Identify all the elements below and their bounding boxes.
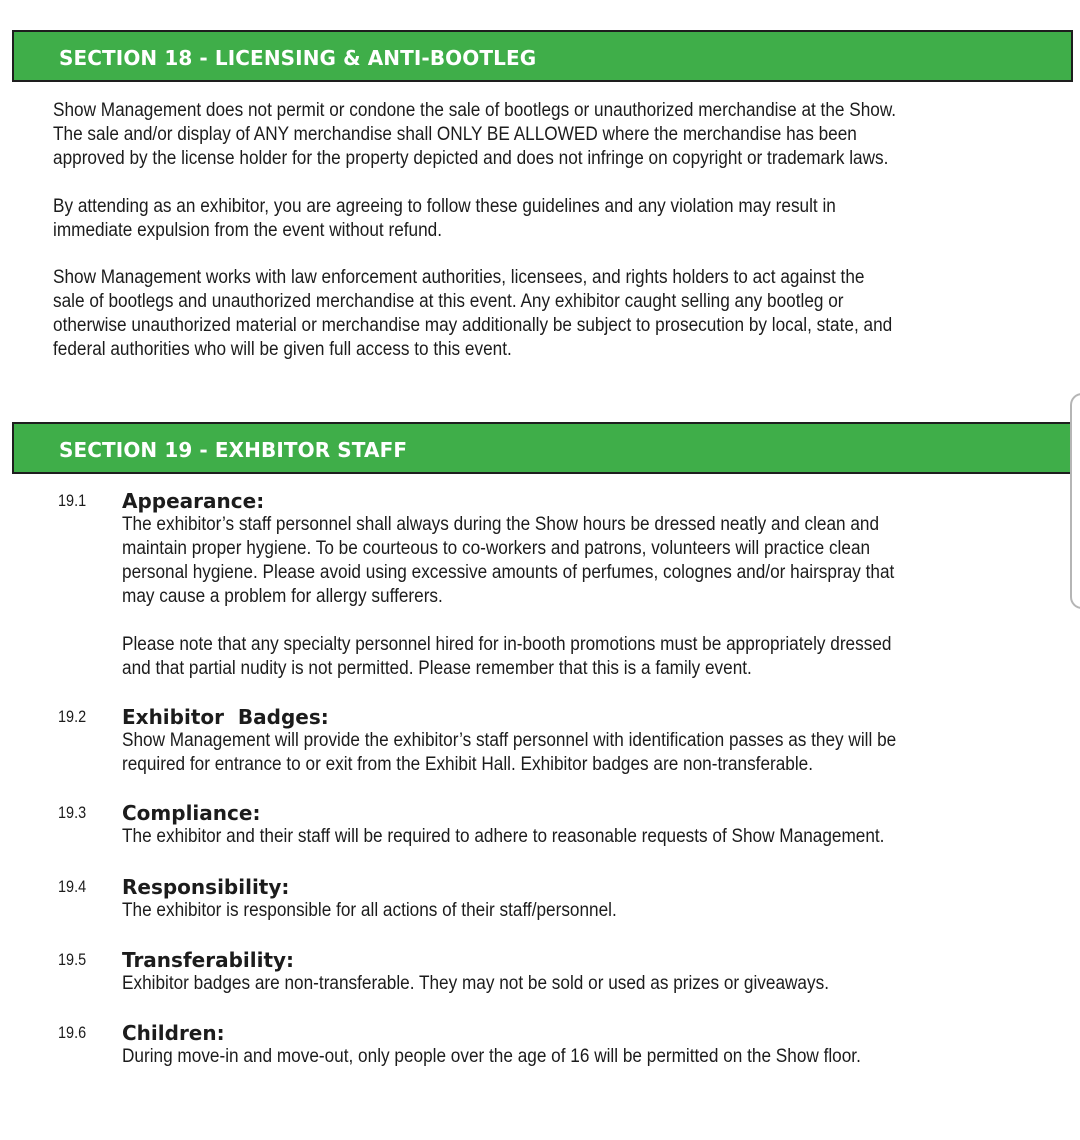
item-body: Show Management will provide the exhibitor’s staff personnel with identification passes as they will be required for entrance to or exit from the Exhibit Hall. Exhibitor badges are non-transferable. (122, 730, 897, 775)
item-number: 19.5 (58, 950, 87, 969)
item-title: Compliance: (122, 801, 261, 825)
item-body: The exhibitor and their staff will be required to adhere to reasonable requests of Show Management. (122, 826, 885, 847)
scrollbar-edge[interactable] (1070, 393, 1080, 609)
item-number: 19.4 (58, 877, 87, 896)
item-title: Appearance: (122, 489, 265, 513)
section-18-paragraph-3: Show Management works with law enforcement authorities, licensees, and rights holders to act against the sale of bootlegs and unauthorized merchandise at this event. Any exhibitor caught selling any bootleg or otherwise unauthorized material or merchandise may additionally be subject to prosecution by local, state, and federal authorities who will be given full access to this event. (53, 267, 893, 360)
section-18-paragraph-2: By attending as an exhibitor, you are agreeing to follow these guidelines and any violation may result in immediate expulsion from the event without refund. (53, 196, 836, 241)
item-body: Exhibitor badges are non-transferable. They may not be sold or used as prizes or giveaways. (122, 973, 829, 994)
item-title: Children: (122, 1021, 225, 1045)
item-number: 19.1 (58, 491, 87, 510)
section-19-header: SECTION 19 - EXHBITOR STAFF (12, 422, 1073, 474)
item-number: 19.2 (58, 707, 87, 726)
item-title: Responsibility: (122, 875, 290, 899)
item-body: The exhibitor’s staff personnel shall always during the Show hours be dressed neatly and clean and maintain proper hygiene. To be courteous to co-workers and patrons, volunteers will practice clean personal hygiene. Please avoid using excessive amounts of perfumes, colognes and/or hairspray that may cause a problem for allergy sufferers. (122, 514, 895, 607)
item-title: Exhibitor Badges: (122, 705, 329, 729)
section-18-header: SECTION 18 - LICENSING & ANTI-BOOTLEG (12, 30, 1073, 82)
item-number: 19.6 (58, 1023, 87, 1042)
item-body: During move-in and move-out, only people over the age of 16 will be permitted on the Show floor. (122, 1046, 861, 1067)
section-18-paragraph-1: Show Management does not permit or condone the sale of bootlegs or unauthorized merchandise at the Show. The sale and/or display of ANY merchandise shall ONLY BE ALLOWED where the merchandise has been approved by the license holder for the property depicted and does not infringe on copyright or trademark laws. (53, 100, 897, 169)
item-body-secondary: Please note that any specialty personnel hired for in-booth promotions must be appropriately dressed and that partial nudity is not permitted. Please remember that this is a family event. (122, 634, 892, 679)
item-body: The exhibitor is responsible for all actions of their staff/personnel. (122, 900, 617, 921)
item-title: Transferability: (122, 948, 295, 972)
item-number: 19.3 (58, 803, 87, 822)
